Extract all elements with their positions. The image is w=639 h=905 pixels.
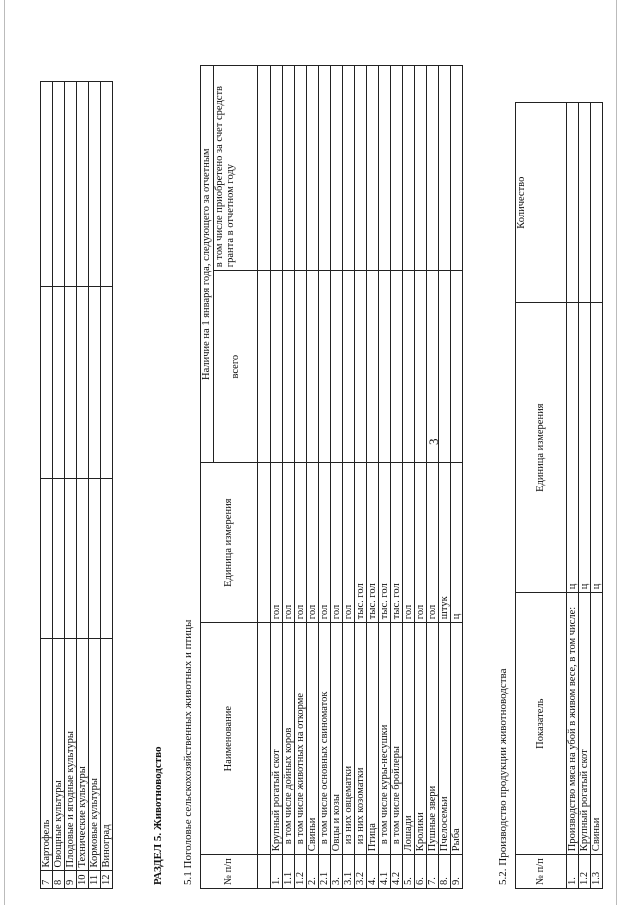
production-table: [515, 102, 603, 889]
crop-name: Виноград: [101, 639, 113, 871]
crop-name: Овощные культуры: [53, 639, 65, 871]
crop-num: 7: [41, 871, 53, 889]
table-row: 1.2 в том числе животных на откорме гол: [295, 66, 307, 889]
table-row: 2. Свиньи гол: [307, 66, 319, 889]
table-row: 5. Лошади гол: [403, 66, 415, 889]
table-row: 8. Пчелосемьи штук: [439, 66, 451, 889]
table-row: 3.2 из них козоматки тыс. гол: [355, 66, 367, 889]
table-row: 7. Пушные звери гол: [427, 66, 439, 889]
header-grant: в том числе приобретено за счет средств гранта в отчетном году: [214, 66, 258, 271]
table-row: 4. Птица тыс. гол: [367, 66, 379, 889]
page-number: 3: [426, 438, 441, 445]
crop-num: 9: [65, 871, 77, 889]
livestock-table: [200, 65, 463, 889]
livestock-table-title: 5.1 Поголовье сельскохозяйственных животных и птицы: [182, 619, 194, 885]
header-quantity: Количество: [516, 103, 567, 303]
crop-num: 11: [89, 871, 101, 889]
scan-edge: [4, 0, 5, 905]
crop-name: Картофель: [41, 639, 53, 871]
crop-name: Технические культуры: [77, 639, 89, 871]
table-row: 1.3 Свиньи ц: [591, 103, 603, 889]
header-presence: Наличие на 1 января года, следующего за отчетным: [201, 66, 214, 463]
header-num: № п/п: [201, 855, 258, 889]
header-indicator: Показатель: [516, 593, 567, 855]
table-row: 4.1 в том числе куры-несушки тыс. гол: [379, 66, 391, 889]
crop-num: 8: [53, 871, 65, 889]
crop-num: 10: [77, 871, 89, 889]
table-row: 1. Производство мяса на убой в живом весе, в том числе: ц: [567, 103, 579, 889]
header-unit: Единица измерения: [201, 463, 258, 623]
production-table-title: 5.2. Производство продукции животноводства: [497, 668, 509, 885]
crop-name: Кормовые культуры: [89, 639, 101, 871]
scan-edge: [616, 0, 617, 905]
table-row: 3.1 из них овцематки гол: [343, 66, 355, 889]
section-title: РАЗДЕЛ 5. Животноводство: [152, 746, 164, 885]
header-unit: Единица измерения: [516, 303, 567, 593]
crops-table: [40, 82, 113, 890]
table-row: 3. Овцы и козы гол: [331, 66, 343, 889]
table-row: 9. Рыба ц: [451, 66, 463, 889]
table-row: 4.2 в том числе бройлеры тыс. гол: [391, 66, 403, 889]
header-num: № п/п: [516, 855, 567, 889]
table-row: 1.1 в том числе дойных коров гол: [283, 66, 295, 889]
header-name: Наименование: [201, 623, 258, 855]
table-row: 2.1 в том числе основных свиноматок гол: [319, 66, 331, 889]
table-row: 1.2 Крупный рогатый скот ц: [579, 103, 591, 889]
crop-num: 12: [101, 871, 113, 889]
table-row: 6. Кролики гол: [415, 66, 427, 889]
crop-name: Плодовые и ягодные культуры: [65, 639, 77, 871]
table-row: 1. Крупный рогатый скот гол: [271, 66, 283, 889]
header-total: всего: [214, 271, 258, 463]
